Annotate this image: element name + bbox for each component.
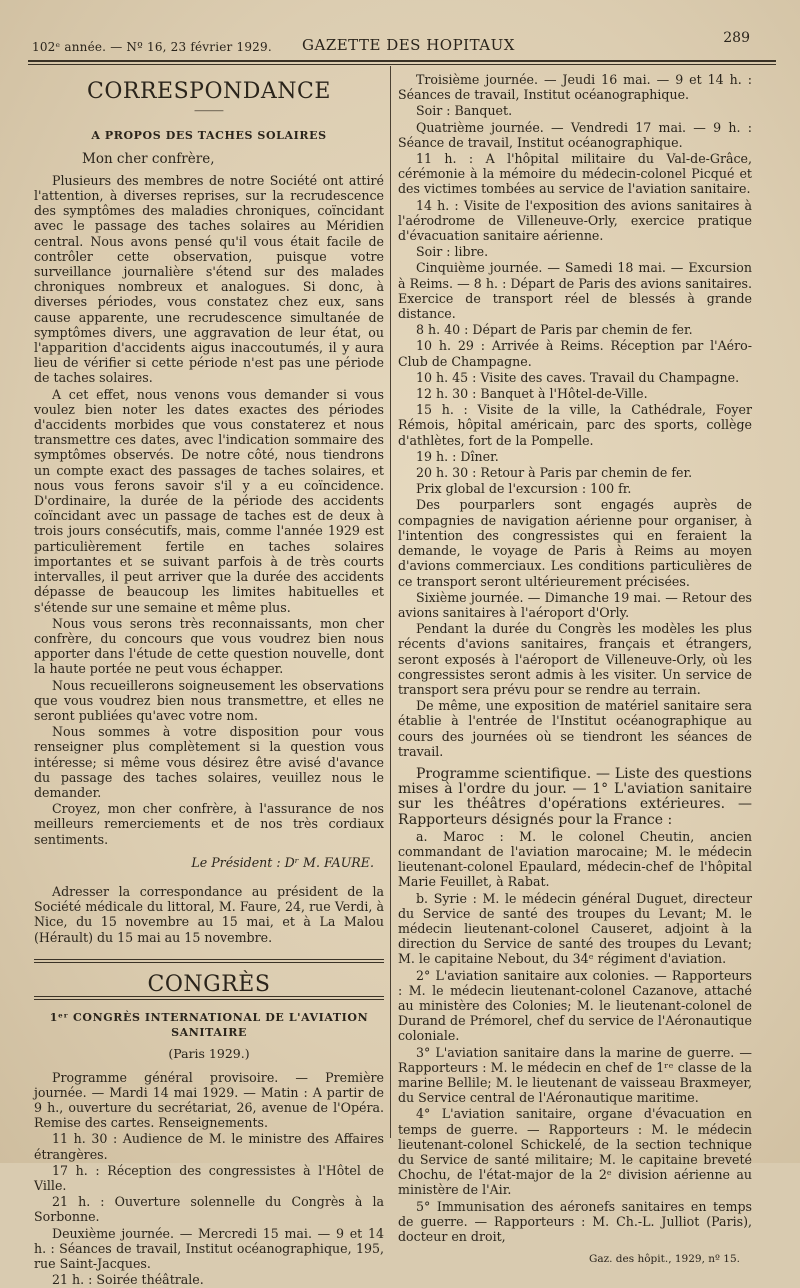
section-title-correspondance: CORRESPONDANCE	[87, 79, 331, 104]
article-subtitle: A PROPOS DES TACHES SOLAIRES	[91, 129, 327, 143]
header-rule	[28, 60, 776, 62]
journal-title: GAZETTE DES HOPITAUX	[302, 36, 515, 54]
programme-item: Troisième journée. — Jeudi 16 mai. — 9 et 14 h. : Séances de travail, Institut océanographique.	[398, 72, 752, 103]
programme-item: 21 h. : Soirée théâtrale.	[52, 1272, 204, 1288]
programme-item: 2° L'aviation sanitaire aux colonies. — Rapporteurs : M. le médecin lieutenant-colonel Cazanove, attaché au ministère des Colonies; M. le lieutenant-colonel de Durand de Prémorel, chef du service de l'Aéronautique coloniale.	[398, 967, 752, 1044]
signature: Le Président : Dʳ M. FAURE.	[191, 854, 374, 870]
programme-item: Soir : Banquet.	[416, 103, 513, 119]
programme-item: Quatrième journée. — Vendredi 17 mai. — 9 h. : Séance de travail, Institut océanographique.	[398, 119, 752, 150]
congress-place: (Paris 1929.)	[168, 1046, 250, 1062]
programme-item: 4° L'aviation sanitaire, organe d'évacuation en temps de guerre. — Rapporteurs : M. le médecin lieutenant-colonel Schickelé, de la section technique du Service de santé militaire; M. le capitaine breveté Chochu, de l'état-major de la 2ᵉ division aérienne au ministère de l'Air.	[398, 1106, 752, 1198]
programme-item: Sixième journée. — Dimanche 19 mai. — Retour des avions sanitaires à l'aéroport d'Orly.	[398, 589, 752, 620]
congress-title: 1ᵉʳ CONGRÈS INTERNATIONAL DE L'AVIATION SANITAIRE	[49, 1010, 369, 1040]
programme-item: b. Syrie : M. le médecin général Duguet, directeur du Service de santé des troupes du Levant; M. le médecin lieutenant-colonel Causeret, adjoint à la direction du Service de santé des troupes du Levant; M. le capitaine Nebout, du 34ᵉ régiment d'aviation.	[398, 890, 752, 967]
programme-item: 20 h. 30 : Retour à Paris par chemin de fer.	[416, 465, 693, 481]
address-note: Adresser la correspondance au président de la Société médicale du littoral, M. Faure, 24, rue Verdi, à Nice, du 15 novembre au 15 mai, et à La Malou (Hérault) du 15 mai au 15 novembre.	[34, 883, 384, 945]
programme-item: De même, une exposition de matériel sanitaire sera établie à l'entrée de l'Institut océanographique au cours des journées où se tiendront les séances de travail.	[398, 698, 752, 759]
programme-item: Deuxième journée. — Mercredi 15 mai. — 9 et 14 h. : Séances de travail, Institut océanographique, 195, rue Saint-Jacques.	[34, 1225, 384, 1272]
letter-paragraph: Croyez, mon cher confrère, à l'assurance de nos meilleurs remerciements et de nos très cordiaux sentiments.	[34, 801, 384, 847]
programme-item: 3° L'aviation sanitaire dans la marine de guerre. — Rapporteurs : M. le médecin en chef de 1ʳᵉ classe de la marine Bellile; M. le lieutenant de vaisseau Braxmeyer, du Service central de l'Aéronautique maritime.	[398, 1044, 752, 1106]
programme-item: 17 h. : Réception des congressistes à l'Hôtel de Ville.	[34, 1162, 384, 1193]
right-column	[398, 72, 752, 1267]
letter-paragraph: Plusieurs des membres de notre Société ont attiré l'attention, à diverses reprises, sur la recrudescence des symptômes des maladies chroniques, coïncidant avec le passage des taches solaires au Méridien central. Nous avons pensé qu'il vous était facile de contrôler cette observation, puisque votre surveillance journalière s'étend sur des malades chroniques nombreux et analogues. Si donc, à diverses périodes, vous constatez chez eux, sans cause apparente, une recrudescence simultanée de symptômes divers, une aggravation de leur état, ou l'apparition d'accidents aigus inaccoutumés, il y aura lieu de vérifier si cette période n'est pas une période de taches solaires.	[34, 172, 384, 386]
programme-item: 12 h. 30 : Banquet à l'Hôtel-de-Ville.	[416, 386, 648, 402]
programme-item: 14 h. : Visite de l'exposition des avions sanitaires à l'aérodrome de Villeneuve-Orly, exercice pratique d'évacuation sanitaire aérienne.	[398, 197, 752, 244]
programme-item: Prix global de l'excursion : 100 fr.	[416, 481, 632, 497]
letter-paragraph: Nous vous serons très reconnaissants, mon cher confrère, du concours que vous voudrez bien nous apporter dans l'étude de cette question nouvelle, dont la haute portée ne peut vous échapper.	[34, 615, 384, 677]
programme-item: 11 h. 30 : Audience de M. le ministre des Affaires étrangères.	[34, 1131, 384, 1162]
letter-paragraph: Nous sommes à votre disposition pour vous renseigner plus complètement si la question vous intéresse; si même vous désirez être avisé d'avance du passage des taches solaires, veuillez nous le demander.	[34, 724, 384, 800]
section-title-congres: CONGRÈS	[147, 971, 271, 997]
salutation: Mon cher confrère,	[82, 150, 215, 167]
left-column	[34, 70, 384, 1288]
programme-item: Pendant la durée du Congrès les modèles les plus récents d'avions sanitaires, français et étrangers, seront exposés à l'aéroport de Villeneuve-Orly, où les congressistes seront admis à les visiter. Un service de transport sera prévu pour se rendre au terrain.	[398, 621, 752, 697]
letter-paragraph: Nous recueillerons soigneusement les observations que vous voudrez bien nous transmettre, et elles ne seront publiées qu'avec votre nom.	[34, 677, 384, 723]
programme-item: 19 h. : Dîner.	[416, 448, 499, 464]
header-rule-thin	[28, 64, 776, 65]
programme-item: 10 h. 29 : Arrivée à Reims. Réception par l'Aéro-Club de Champagne.	[398, 338, 752, 369]
programme-item: 10 h. 45 : Visite des caves. Travail du Champagne.	[416, 369, 740, 385]
issue-info: 102ᵉ année. — Nº 16, 23 février 1929.	[32, 40, 272, 54]
page-number: 289	[723, 30, 750, 46]
programme-item: 15 h. : Visite de la ville, la Cathédrale, Foyer Rémois, hôpital américain, parc des sports, collège d'athlètes, fort de la Pompelle.	[398, 402, 752, 448]
letter-paragraph: A cet effet, nous venons vous demander si vous voulez bien noter les dates exactes des périodes d'accidents morbides que vous constaterez et nous transmettre ces dates, avec l'indication sommaire des symptômes observés. De notre côté, nous tiendrons un compte exact des passages de taches solaires, et nous vous ferons savoir s'il y a eu coïncidence. D'ordinaire, la durée de la période des accidents coïncidant avec un passage de taches est de deux à trois jours consécutifs, mais, comme l'année 1929 est particulièrement fertile en taches solaires importantes et se suivant parfois à de très courts intervalles, il peut arriver que la durée des accidents dépasse de beaucoup les limites habituelles et s'étende sur une semaine et même plus.	[34, 386, 384, 615]
scientific-programme-heading: Programme scientifique. — Liste des questions mises à l'ordre du jour. — 1° L'aviation sanitaire sur les théâtres d'opérations extérieures. — Rapporteurs désignés pour la France :	[398, 765, 752, 828]
programme-item: Cinquième journée. — Samedi 18 mai. — Excursion à Reims. — 8 h. : Départ de Paris des avions sanitaires. Exercice de transport réel de blessés à grande distance.	[398, 260, 752, 322]
programme-item: Des pourparlers sont engagés auprès de compagnies de navigation aérienne pour organiser, à l'intention des congressistes qui en feraient la demande, le voyage de Paris à Reims au moyen d'avions commerciaux. Les conditions particulières de ce transport seront ultérieurement précisées.	[398, 497, 752, 589]
programme-item: 5° Immunisation des aéronefs sanitaires en temps de guerre. — Rapporteurs : M. Ch.-L. Julliot (Paris), docteur en droit,	[398, 1198, 752, 1245]
programme-item: 11 h. : A l'hôpital militaire du Val-de-Grâce, cérémonie à la mémoire du médecin-colonel Picqué et des victimes tombées au service de l'aviation sanitaire.	[398, 151, 752, 197]
programme-item: 21 h. : Ouverture solennelle du Congrès à la Sorbonne.	[34, 1194, 384, 1225]
programme-item: 8 h. 40 : Départ de Paris par chemin de fer.	[416, 322, 693, 338]
page-header	[32, 30, 780, 56]
source-reference: Gaz. des hôpit., 1929, nº 15.	[588, 1253, 740, 1266]
section-separator	[34, 959, 384, 963]
column-divider	[390, 66, 391, 1138]
programme-item: a. Maroc : M. le colonel Cheutin, ancien commandant de l'aviation marocaine; M. le médecin lieutenant-colonel Epaulard, médecin-chef de l'hôpital Marie Feuillet, à Rabat.	[398, 828, 752, 890]
programme-item: Programme général provisoire. — Première journée. — Mardi 14 mai 1929. — Matin : A partir de 9 h., ouverture du secrétariat, 26, avenue de l'Opéra. Remise des cartes. Renseignements.	[34, 1069, 384, 1131]
title-ornament: ⸻	[194, 103, 224, 118]
programme-item: Soir : libre.	[416, 244, 489, 260]
